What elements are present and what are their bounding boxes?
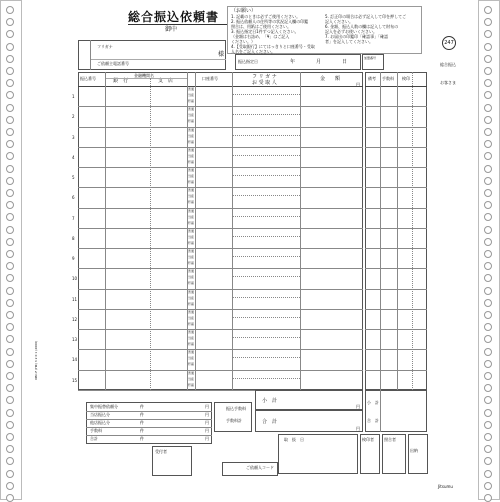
- side-row-divider: [365, 167, 427, 168]
- account-type-option: 普通: [188, 309, 195, 314]
- account-type-option: 普通: [188, 107, 195, 112]
- row-divider: [78, 370, 363, 371]
- summary-yen: 円: [205, 420, 209, 425]
- payee-divider: [232, 216, 300, 217]
- account-type-option: 当座: [188, 356, 195, 361]
- row-divider: [78, 329, 363, 330]
- feed-hole: [484, 67, 492, 75]
- instruction-line: （金額は右詰め、「¥」はご記入: [231, 34, 290, 39]
- day-label: 日: [342, 59, 348, 65]
- feed-hole: [6, 360, 14, 368]
- account-type-option: 当座: [188, 133, 195, 138]
- feed-hole: [6, 372, 14, 380]
- instruction-line: 7. お届出の印鑑印「確認事」「確認: [325, 34, 389, 39]
- payee-divider: [232, 317, 300, 318]
- total-yen: 円: [356, 426, 360, 431]
- side-label-1: 総合振込: [440, 62, 456, 67]
- seal-number: 247: [444, 40, 454, 46]
- checker-label: 検印者: [362, 437, 374, 442]
- account-type-option: 貯蓄: [188, 362, 195, 367]
- clerk-box: [408, 434, 428, 474]
- row-number: 9: [72, 256, 75, 261]
- clerk-label: 出納: [410, 448, 418, 453]
- bank-group-divider: [105, 78, 187, 79]
- feed-hole: [6, 43, 14, 51]
- title-underline: [128, 24, 228, 25]
- feed-hole: [6, 299, 14, 307]
- account-type-option: 貯蓄: [188, 281, 195, 286]
- row-number: 1: [72, 94, 75, 99]
- instruction-line: 2. 振込依頼人の住所等の状況記入欄の印鑑: [231, 19, 309, 24]
- brand-label: Jitsumu: [438, 484, 453, 489]
- feed-hole: [484, 6, 492, 14]
- feed-hole: [484, 250, 492, 258]
- summary-yen: 円: [205, 436, 209, 441]
- subtotal-yen: 円: [356, 404, 360, 409]
- payee-divider: [232, 357, 300, 358]
- col-line-type: [195, 72, 196, 390]
- row-number: 5: [72, 175, 75, 180]
- feed-hole: [484, 165, 492, 173]
- account-type-option: 普通: [188, 289, 195, 294]
- member-number-label: 加盟番号: [364, 56, 377, 60]
- instruction-line: 者」を記入してください。: [325, 39, 373, 44]
- account-type-option: 当座: [188, 93, 195, 97]
- account-type-option: 貯蓄: [188, 382, 195, 387]
- row-divider: [78, 106, 363, 107]
- feed-hole: [484, 348, 492, 356]
- row-divider: [78, 248, 363, 249]
- payee-divider: [232, 256, 300, 257]
- row-number: 11: [72, 296, 78, 302]
- account-type-option: 貯蓄: [188, 180, 195, 184]
- col-line-bank: [150, 78, 151, 390]
- feed-hole: [484, 128, 492, 136]
- payee-divider: [232, 94, 300, 95]
- row-number: 6: [72, 195, 75, 201]
- side-label-2: お客さま: [440, 80, 456, 85]
- instruction-line: 人名をご記入ください。: [231, 49, 275, 54]
- feed-hole: [6, 250, 14, 258]
- row-divider: [78, 208, 363, 209]
- feed-hole: [484, 55, 492, 63]
- instruction-line: ください。）: [231, 39, 255, 44]
- summary-row-label: 集中振替依頼分: [90, 404, 118, 409]
- feed-hole: [484, 372, 492, 380]
- form-title: 総合振込依頼書: [128, 10, 220, 24]
- instructions-left: [231, 14, 315, 54]
- account-type-option: 普通: [188, 208, 195, 213]
- feed-hole: [484, 433, 492, 441]
- header-payee: お 受 取 人: [252, 80, 277, 86]
- side-row-divider: [365, 349, 427, 350]
- summary-yen: 円: [205, 412, 209, 417]
- feed-hole: [6, 189, 14, 197]
- header-bank-group: 金融機関名: [134, 73, 154, 78]
- side-bottom-box: [365, 390, 427, 432]
- instruction-line: 4.【受取銀行】にてはっきりと口座番号・受取: [231, 44, 315, 49]
- account-type-option: 当座: [188, 376, 195, 381]
- instruction-line: 1. 記載のときは必ずご使用ください。: [231, 14, 301, 19]
- side-bottom-label-2: 合 計: [367, 418, 379, 423]
- instruction-line: 照合は、用紙はご使用ください。: [231, 24, 291, 29]
- payee-divider: [232, 155, 300, 156]
- account-type-option: 当座: [188, 113, 195, 118]
- summary-piece: 件: [140, 412, 144, 417]
- row-number: 15: [72, 377, 78, 383]
- summary-row-label: 当店振込分: [90, 412, 110, 417]
- feed-hole: [6, 116, 14, 124]
- row-divider: [78, 268, 363, 269]
- furigana-label: フリガナ: [97, 44, 113, 49]
- account-type-option: 普通: [188, 188, 195, 193]
- side-bottom-label-1: 小 計: [367, 400, 379, 405]
- account-type-option: 貯蓄: [188, 261, 195, 265]
- account-type-option: 当座: [188, 275, 195, 280]
- summary-yen: 円: [205, 404, 209, 409]
- side-col-2: [397, 72, 398, 390]
- feed-hole: [6, 226, 14, 234]
- feed-hole: [6, 128, 14, 136]
- header-branch: 支 店: [158, 78, 174, 84]
- feed-hole: [6, 311, 14, 319]
- feed-hole: [484, 287, 492, 295]
- account-type-option: 当座: [188, 214, 195, 219]
- account-type-option: 普通: [188, 127, 195, 132]
- feed-hole: [484, 421, 492, 429]
- account-type-option: 普通: [188, 228, 195, 233]
- summary-yen: 円: [205, 428, 209, 433]
- col-line-account: [232, 72, 233, 390]
- account-type-option: 当座: [188, 234, 195, 239]
- row-divider: [78, 167, 363, 168]
- processing-date-label: 取 扱 日: [284, 437, 304, 442]
- instructions-title: （お願い）: [231, 8, 257, 14]
- feed-hole: [484, 311, 492, 319]
- feed-hole: [6, 55, 14, 63]
- summary-piece: 件: [140, 420, 144, 425]
- side-row-divider: [365, 127, 427, 128]
- side-row-divider: [365, 228, 427, 229]
- row-number: 7: [72, 215, 75, 221]
- payee-divider: [232, 114, 300, 115]
- summary-piece: 件: [140, 428, 144, 433]
- row-divider: [78, 127, 363, 128]
- feed-hole: [6, 470, 14, 478]
- feed-hole: [484, 177, 492, 185]
- summary-row-label: 合計: [90, 436, 98, 441]
- header-check: 検印: [402, 76, 410, 81]
- col-line-payee: [300, 72, 301, 390]
- feed-hole: [6, 494, 14, 502]
- fee-label-1: 振込手数料: [226, 406, 246, 411]
- account-type-option: 貯蓄: [188, 321, 195, 326]
- side-col-3: [412, 72, 413, 390]
- onchu-label: 御中: [165, 26, 178, 33]
- feed-hole: [6, 409, 14, 417]
- summary-divider: [86, 427, 212, 428]
- header-yen: 円: [356, 82, 360, 87]
- instruction-line: 記入ください。: [325, 19, 353, 24]
- feed-hole: [484, 409, 492, 417]
- feed-hole: [6, 433, 14, 441]
- row-number: 13: [72, 337, 78, 342]
- code-label: ご依頼人コード: [246, 465, 274, 470]
- side-row-divider: [365, 187, 427, 188]
- side-table: [365, 72, 427, 390]
- payee-divider: [232, 236, 300, 237]
- feed-hole: [6, 67, 14, 75]
- summary-piece: 件: [140, 404, 144, 409]
- summary-row-label: 手数料: [90, 428, 102, 433]
- payee-divider: [232, 135, 300, 136]
- account-type-option: 当座: [188, 315, 195, 320]
- feed-hole: [6, 177, 14, 185]
- feed-hole: [484, 360, 492, 368]
- header-fee: 手数料: [382, 76, 394, 81]
- account-type-option: 貯蓄: [188, 342, 195, 346]
- side-row-divider: [365, 329, 427, 330]
- summary-row-label: 他店振込分: [90, 420, 110, 425]
- payee-divider: [232, 378, 300, 379]
- side-row-divider: [365, 147, 427, 148]
- feed-hole: [484, 43, 492, 51]
- instruction-line: 3. 振込指定日1件ずつ記入ください。: [231, 29, 299, 34]
- instruction-line: 記入を必ずお使いください。: [325, 29, 377, 34]
- feed-hole: [6, 104, 14, 112]
- payee-divider: [232, 297, 300, 298]
- account-type-option: 当座: [188, 153, 195, 158]
- side-row-divider: [365, 370, 427, 371]
- instructions-right: [325, 14, 406, 44]
- header-bank: 銀 行: [113, 78, 129, 84]
- row-divider: [78, 187, 363, 188]
- feed-hole: [484, 299, 492, 307]
- fee-label-2: 手数料計: [226, 418, 242, 423]
- feed-hole: [484, 238, 492, 246]
- header-furigana: フ リ ガ ナ: [252, 74, 277, 80]
- feed-hole: [484, 226, 492, 234]
- account-type-option: 普通: [188, 87, 195, 91]
- feed-hole: [6, 482, 14, 490]
- account-type-option: 当座: [188, 255, 195, 259]
- row-divider: [78, 289, 363, 290]
- feed-hole: [484, 494, 492, 502]
- account-type-option: 貯蓄: [188, 139, 195, 144]
- header-no: 振込番号: [80, 76, 96, 81]
- account-type-option: 普通: [188, 330, 195, 334]
- feed-hole: [484, 104, 492, 112]
- main-table: [78, 72, 363, 390]
- feed-hole: [6, 421, 14, 429]
- summary-divider: [86, 435, 212, 436]
- receiver-label: 受付者: [155, 449, 167, 454]
- row-number: 4: [72, 154, 75, 160]
- side-row-divider: [365, 208, 427, 209]
- feed-hole: [6, 287, 14, 295]
- feed-hole: [6, 165, 14, 173]
- side-row-divider: [365, 248, 427, 249]
- account-type-option: 当座: [188, 295, 195, 300]
- side-row-divider: [365, 309, 427, 310]
- account-type-option: 貯蓄: [188, 240, 195, 245]
- account-type-option: 普通: [188, 370, 195, 375]
- account-type-option: 当座: [188, 194, 195, 199]
- account-type-option: 貯蓄: [188, 220, 195, 225]
- account-type-option: 普通: [188, 269, 195, 274]
- payee-divider: [232, 175, 300, 176]
- customer-id-label: ご依頼主電話番号: [97, 61, 129, 66]
- row-divider: [78, 309, 363, 310]
- transfer-date-label: 振込指定日: [238, 59, 258, 64]
- feed-hole: [6, 6, 14, 14]
- account-type-option: 貯蓄: [188, 301, 195, 306]
- account-type-option: 貯蓄: [188, 159, 195, 164]
- header-memo: 備考: [368, 76, 376, 81]
- subtotal-label: 小 計: [262, 398, 278, 404]
- feed-hole: [484, 482, 492, 490]
- feed-hole: [484, 116, 492, 124]
- row-number: 8: [72, 235, 75, 241]
- account-type-option: 当座: [188, 336, 195, 340]
- instruction-line: 6. 金額、振込人数の欄は記入して財布の: [325, 24, 399, 29]
- seal-number-circle: [442, 36, 456, 50]
- account-type-option: 普通: [188, 249, 195, 253]
- account-type-option: 普通: [188, 168, 195, 172]
- col-line-no: [105, 72, 106, 390]
- row-divider: [78, 228, 363, 229]
- feed-hole: [484, 470, 492, 478]
- side-row-divider: [365, 289, 427, 290]
- row-number: 12: [72, 316, 78, 322]
- account-type-option: 貯蓄: [188, 119, 195, 124]
- row-number: 3: [72, 134, 75, 140]
- header-amount: 金 額: [320, 76, 341, 82]
- header-divider: [78, 86, 363, 87]
- account-type-option: 普通: [188, 350, 195, 355]
- instruction-line: 5. 訂正印の場合は必ず記入して印を押してご: [325, 14, 407, 19]
- row-number: 10: [72, 276, 78, 282]
- account-type-option: 貯蓄: [188, 99, 195, 103]
- summary-piece: 件: [140, 436, 144, 441]
- month-label: 月: [316, 59, 322, 65]
- customer-side-divider: [90, 40, 91, 70]
- confirmer-label: 照合者: [384, 437, 396, 442]
- account-type-option: 普通: [188, 147, 195, 152]
- row-number: 2: [72, 114, 75, 120]
- feed-hole: [6, 348, 14, 356]
- row-divider: [78, 147, 363, 148]
- row-divider: [78, 349, 363, 350]
- payee-divider: [232, 195, 300, 196]
- account-type-option: 貯蓄: [188, 200, 195, 205]
- side-col-1: [380, 72, 381, 390]
- sama-label: 様: [218, 51, 225, 58]
- row-number: 14: [72, 357, 78, 363]
- side-row-divider: [365, 268, 427, 269]
- feed-hole: [484, 189, 492, 197]
- side-row-divider: [365, 106, 427, 107]
- customer-divider: [90, 59, 226, 60]
- product-code: OBC-F (HK) 3 2 0 1 (2000): [34, 340, 38, 380]
- payee-divider: [232, 276, 300, 277]
- header-account-no: 口座番号: [202, 76, 218, 81]
- total-label: 合 計: [262, 419, 278, 425]
- year-label: 年: [290, 59, 296, 65]
- side-bottom-div: [380, 390, 381, 432]
- payee-divider: [232, 337, 300, 338]
- account-type-option: 当座: [188, 174, 195, 178]
- side-header-divider: [365, 86, 427, 87]
- feed-hole: [6, 238, 14, 246]
